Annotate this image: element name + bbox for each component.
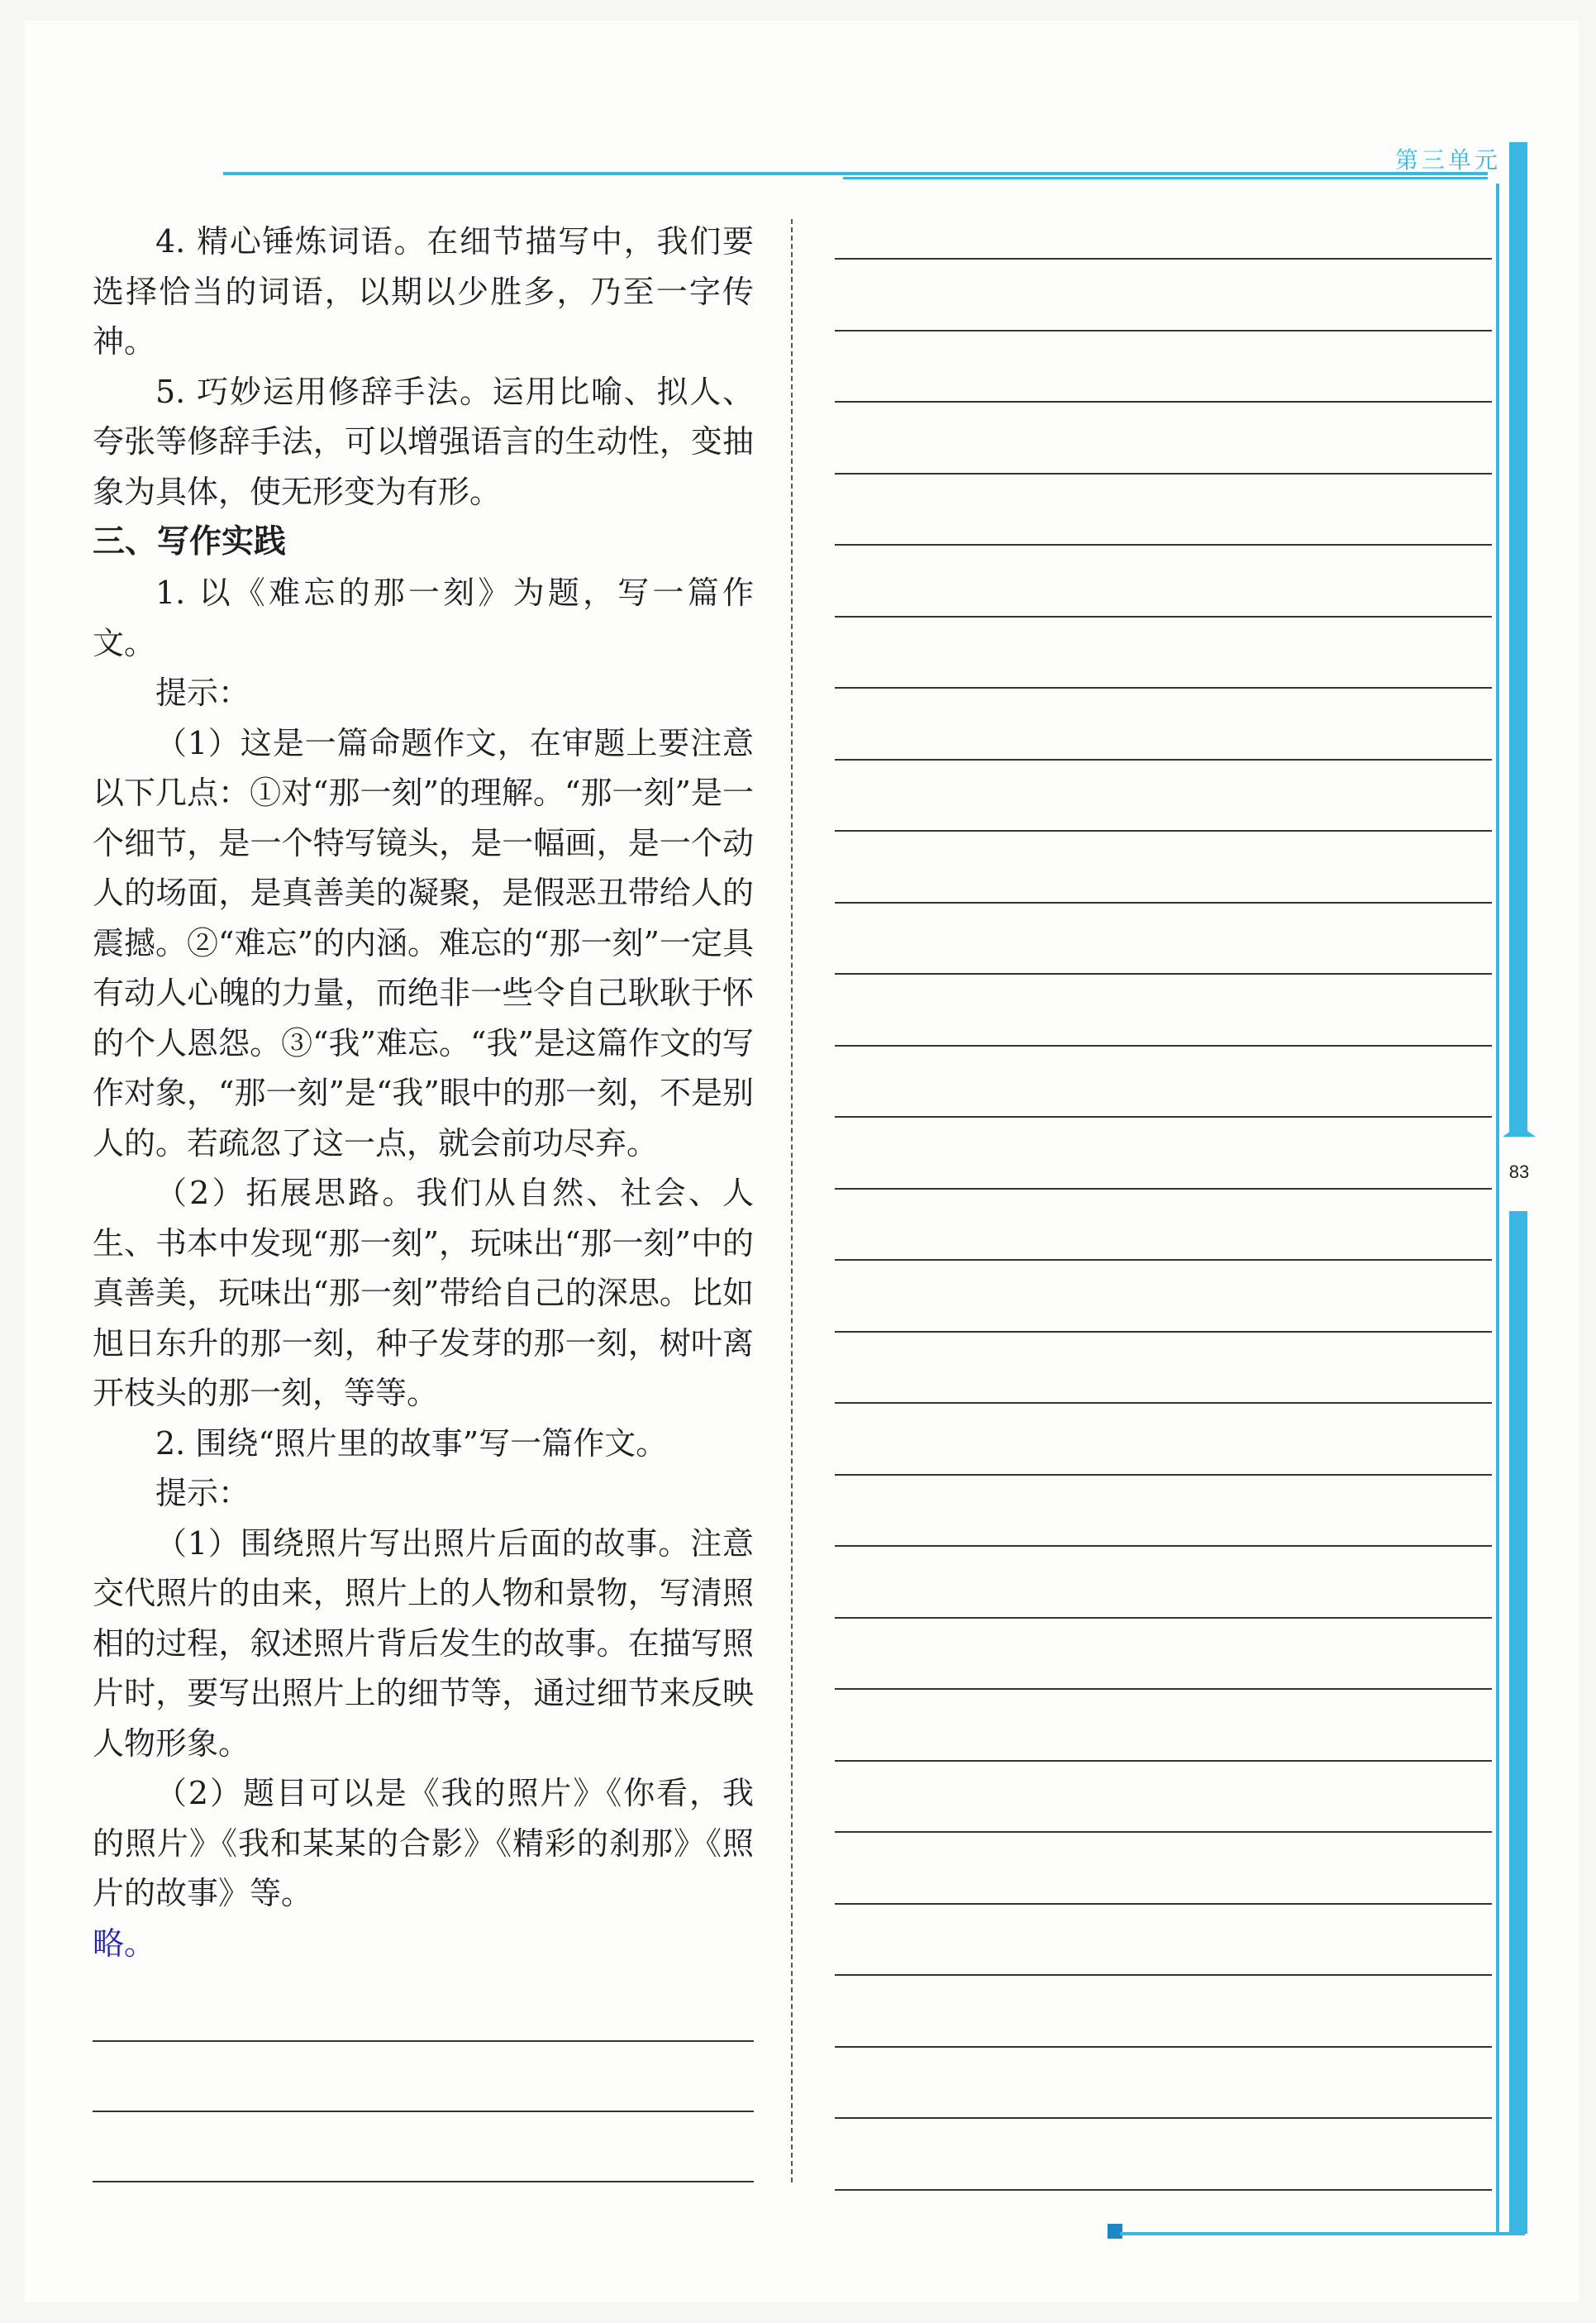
writing-line (835, 1545, 1492, 1547)
right-writing-lines (835, 258, 1492, 2260)
writing-line (835, 401, 1492, 403)
writing-line (835, 616, 1492, 618)
writing-line (835, 1617, 1492, 1619)
writing-line (835, 2189, 1492, 2191)
writing-line (835, 1331, 1492, 1333)
question-2-hint-1: （1）围绕照片写出照片后面的故事。注意交代照片的由来，照片上的人物和景物，写清照相的过程，叙述照片背后发生的故事。在描写照片时，要写出照片上的细节等，通过细节来反映人物形象。 (93, 1524, 754, 1762)
writing-line (835, 1116, 1492, 1118)
question-1-hint-label: 提示： (155, 675, 250, 711)
writing-line (835, 473, 1492, 475)
writing-line (835, 973, 1492, 975)
column-divider (791, 219, 793, 2182)
writing-line (835, 1259, 1492, 1261)
question-1-hint-1: （1）这是一篇命题作文，在审题上要注意以下几点：①对“那一刻”的理解。“那一刻”是一个细节，是一个特写镜头，是一幅画，是一个动人的场面，是真善美的凝聚，是假恶丑带给人的震撼。②“难忘”的内涵。难忘的“那一刻”一定具有动人心魄的力量，而绝非一些令自己耿耿于怀的个人恩怨。③“我”难忘。“我”是这篇作文的写作对象，“那一刻”是“我”眼中的那一刻，不是别人的。若疏忽了这一点，就会前功尽弃。 (93, 724, 754, 1162)
question-1: 1. 以《难忘的那一刻》为题，写一篇作文。 (93, 575, 754, 661)
writing-line (835, 544, 1492, 546)
writing-line (835, 1903, 1492, 1905)
section-title: 三、写作实践 (93, 523, 287, 560)
answer-text: 略。 (93, 1925, 156, 1962)
writing-line (93, 2181, 754, 2182)
page-number: 83 (1508, 1162, 1530, 1182)
tip-4-refine-words: 4. 精心锤炼词语。在细节描写中，我们要选择恰当的词语，以期以少胜多，乃至一字传神。 (93, 223, 754, 360)
writing-line (835, 258, 1492, 260)
writing-line (835, 1402, 1492, 1404)
writing-line (835, 902, 1492, 904)
question-2-hint-label: 提示： (155, 1475, 250, 1511)
writing-line (93, 2111, 754, 2112)
writing-line (93, 2040, 754, 2042)
writing-line (835, 1188, 1492, 1190)
question-2: 2. 围绕“照片里的故事”写一篇作文。 (155, 1424, 668, 1462)
header-rule-secondary (843, 177, 1488, 179)
writing-line (835, 1974, 1492, 1976)
side-bar-inner (1496, 184, 1499, 2234)
left-writing-lines (93, 2040, 754, 2251)
writing-line (835, 759, 1492, 761)
writing-line (835, 830, 1492, 832)
writing-line (835, 330, 1492, 332)
header-rule (223, 172, 1488, 175)
question-1-hint-2: （2）拓展思路。我们从自然、社会、人生、书本中发现“那一刻”，玩味出“那一刻”中的真善美，玩味出“那一刻”带给自己的深思。比如旭日东升的那一刻，种子发芽的那一刻，树叶离开枝头的那一刻，等等。 (93, 1175, 754, 1411)
writing-line (835, 2046, 1492, 2048)
writing-line (835, 1688, 1492, 1690)
writing-line (835, 1831, 1492, 1833)
writing-line (835, 2117, 1492, 2119)
left-column (93, 217, 754, 1968)
writing-line (835, 1045, 1492, 1047)
writing-line (835, 687, 1492, 689)
writing-line (835, 1474, 1492, 1476)
writing-line (835, 1760, 1492, 1762)
tip-5-rhetoric: 5. 巧妙运用修辞手法。运用比喻、拟人、夸张等修辞手法，可以增强语言的生动性，变抽象为具体，使无形变为有形。 (93, 373, 754, 510)
question-2-hint-2: （2）题目可以是《我的照片》《你看，我的照片》《我和某某的合影》《精彩的刹那》《照片的故事》等。 (93, 1775, 754, 1911)
unit-label: 第三单元 (1395, 146, 1502, 174)
